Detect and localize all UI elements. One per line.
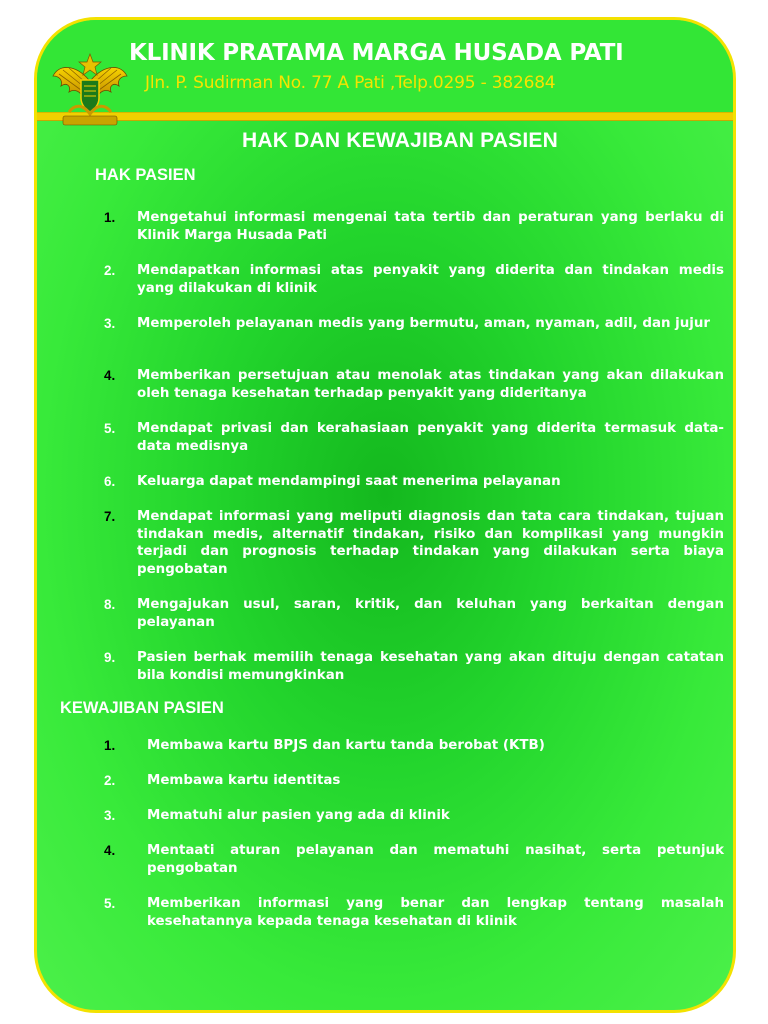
item-number: 6. — [104, 474, 116, 489]
header-divider — [37, 112, 733, 121]
item-text: Memberikan persetujuan atau menolak atas tindakan yang akan dilakukan oleh tenaga kesehatan terhadap penyakit yang dideritanya — [137, 368, 724, 401]
item-number: 1. — [104, 738, 116, 753]
hak-item-9 — [104, 649, 724, 684]
item-text: Mendapat informasi yang meliputi diagnosis dan tata cara tindakan, tujuan tindakan medis, alternatif tindakan, risiko dan komplikasi yang mungkin terjadi dan prognosis terhadap tindakan yang dilakukan serta biaya pengobatan — [137, 509, 724, 577]
item-number: 9. — [104, 650, 116, 665]
item-text: Mengajukan usul, saran, kritik, dan keluhan yang berkaitan dengan pelayanan — [137, 597, 724, 630]
document-title: HAK DAN KEWAJIBAN PASIEN — [242, 129, 558, 152]
item-text: Membawa kartu BPJS dan kartu tanda berobat (KTB) — [147, 738, 545, 753]
item-number: 7. — [104, 509, 116, 524]
item-number: 2. — [104, 263, 116, 278]
kewajiban-item-1 — [104, 737, 724, 755]
item-text: Membawa kartu identitas — [147, 773, 341, 788]
hak-item-7 — [104, 508, 724, 578]
kewajiban-item-3 — [104, 807, 724, 825]
item-number: 5. — [104, 896, 116, 911]
hak-item-2 — [104, 262, 724, 297]
item-text: Mengetahui informasi mengenai tata tertib dan peraturan yang berlaku di Klinik Marga Husada Pati — [137, 210, 724, 243]
kewajiban-pasien-heading: KEWAJIBAN PASIEN — [60, 699, 224, 717]
hak-item-4 — [104, 367, 724, 402]
kewajiban-item-5 — [104, 895, 724, 930]
item-text: Memberikan informasi yang benar dan lengkap tentang masalah kesehatannya kepada tenaga kesehatan di klinik — [147, 896, 724, 929]
item-number: 3. — [104, 808, 116, 823]
item-text: Mematuhi alur pasien yang ada di klinik — [147, 808, 450, 823]
item-text: Mendapat privasi dan kerahasiaan penyakit yang diderita termasuk data-data medisnya — [137, 421, 724, 454]
item-number: 5. — [104, 421, 116, 436]
item-number: 3. — [104, 316, 116, 331]
item-text: Keluarga dapat mendampingi saat menerima pelayanan — [137, 474, 561, 489]
kewajiban-item-4 — [104, 842, 724, 877]
header-band — [37, 20, 733, 116]
clinic-address: Jln. P. Sudirman No. 77 A Pati ,Telp.0295 - 382684 — [145, 73, 556, 93]
hak-item-3 — [104, 315, 724, 333]
hak-item-1 — [104, 209, 724, 244]
hak-item-5 — [104, 420, 724, 455]
kewajiban-item-2 — [104, 772, 724, 790]
item-text: Mentaati aturan pelayanan dan mematuhi nasihat, serta petunjuk pengobatan — [147, 843, 724, 876]
hak-item-6 — [104, 473, 724, 491]
item-number: 2. — [104, 773, 116, 788]
hak-item-8 — [104, 596, 724, 631]
item-text: Memperoleh pelayanan medis yang bermutu, aman, nyaman, adil, dan jujur — [137, 316, 711, 331]
item-text: Pasien berhak memilih tenaga kesehatan yang akan dituju dengan catatan bila kondisi memungkinkan — [137, 650, 724, 683]
item-text: Mendapatkan informasi atas penyakit yang diderita dan tindakan medis yang dilakukan di klinik — [137, 263, 724, 296]
eagle-emblem-icon — [51, 46, 129, 130]
item-number: 4. — [104, 368, 116, 383]
clinic-name: KLINIK PRATAMA MARGA HUSADA PATI — [129, 40, 624, 66]
item-number: 1. — [104, 210, 116, 225]
hak-pasien-heading: HAK PASIEN — [95, 166, 196, 184]
item-number: 4. — [104, 843, 116, 858]
rights-card — [34, 17, 736, 1013]
item-number: 8. — [104, 597, 116, 612]
